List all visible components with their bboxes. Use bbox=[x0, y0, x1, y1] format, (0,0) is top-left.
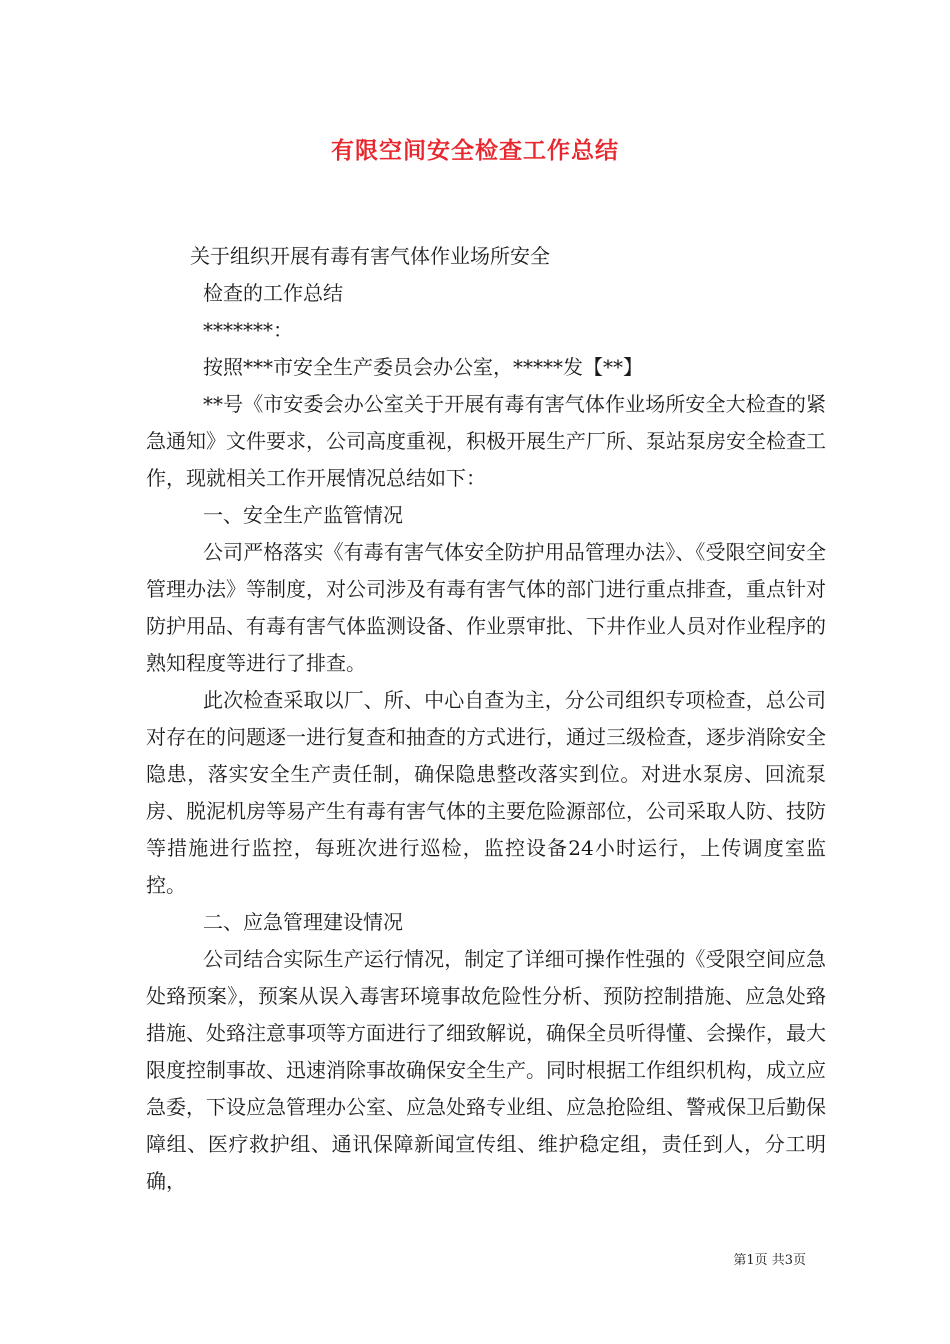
section-heading-2: 二、应急管理建设情况 bbox=[203, 910, 403, 934]
paragraph-supervision: 公司严格落实《有毒有害气体安全防护用品管理办法》、《受限空间安全管理办法》等制度，对公司涉及有毒有害气体的部门进行重点排查，重点针对防护用品、有毒有害气体监测设备、作业票审批、下井作业人员对作业程序的熟知程度等进行了排查。 bbox=[146, 540, 826, 675]
document-body bbox=[146, 238, 826, 1200]
paragraph-salutation: *******： bbox=[203, 318, 293, 342]
paragraph-heading-line-1: 关于组织开展有毒有害气体作业场所安全 bbox=[190, 244, 550, 268]
document-title: 有限空间安全检查工作总结 bbox=[331, 137, 619, 164]
paragraph-emergency: 公司结合实际生产运行情况，制定了详细可操作性强的《受限空间应急处臵预案》，预案从误入毒害环境事故危险性分析、预防控制措施、应急处臵措施、处臵注意事项等方面进行了细致解说，确保全员听得懂、会操作，最大限度控制事故、迅速消除事故确保安全生产。同时根据工作组织机构，成立应急委，下设应急管理办公室、应急处臵专业组、应急抢险组、警戒保卫后勤保障组、医疗救护组、通讯保障新闻宣传组、维护稳定组，责任到人，分工明确， bbox=[146, 947, 826, 1193]
paragraph-reference: 按照***市安全生产委员会办公室，*****发【**】 bbox=[203, 355, 643, 379]
page-number: 第1页 共3页 bbox=[733, 1253, 806, 1268]
section-heading-1: 一、安全生产监管情况 bbox=[203, 503, 403, 527]
paragraph-inspection: 此次检查采取以厂、所、中心自查为主，分公司组织专项检查，总公司对存在的问题逐一进行复查和抽查的方式进行，通过三级检查，逐步消除安全隐患，落实安全生产责任制，确保隐患整改落实到位。对进水泵房、回流泵房、脱泥机房等易产生有毒有害气体的主要危险源部位，公司采取人防、技防等措施进行监控，每班次进行巡检，监控设备24小时运行，上传调度室监控。 bbox=[146, 688, 826, 897]
paragraph-intro: **号《市安委会办公室关于开展有毒有害气体作业场所安全大检查的紧急通知》文件要求，公司高度重视，积极开展生产厂所、泵站泵房安全检查工作，现就相关工作开展情况总结如下： bbox=[146, 392, 826, 490]
paragraph-heading-line-2: 检查的工作总结 bbox=[203, 281, 343, 305]
